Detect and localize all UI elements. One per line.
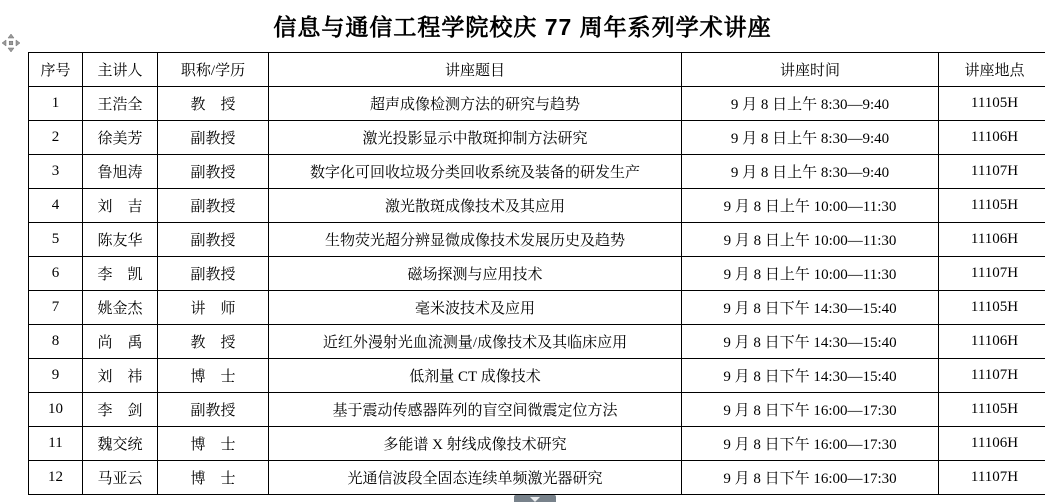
header-cell-location: 讲座地点: [939, 53, 1045, 87]
table-row: [29, 87, 1045, 121]
table-row: [29, 427, 1045, 461]
cell-no: 11: [29, 427, 83, 461]
lecture-schedule-table: [28, 52, 1045, 495]
cell-time: 9 月 8 日上午 10:00—11:30: [682, 223, 939, 257]
cell-title_degree: 副教授: [158, 393, 269, 427]
cell-no: 12: [29, 461, 83, 495]
cell-topic: 激光投影显示中散斑抑制方法研究: [269, 121, 682, 155]
table-row: [29, 291, 1045, 325]
cell-topic: 超声成像检测方法的研究与趋势: [269, 87, 682, 121]
move-arrows-icon: [2, 34, 20, 52]
cell-no: 3: [29, 155, 83, 189]
cell-location: 11107H: [939, 359, 1045, 393]
table-header-row: [29, 53, 1045, 87]
cell-topic: 近红外漫射光血流测量/成像技术及其临床应用: [269, 325, 682, 359]
cell-time: 9 月 8 日下午 16:00—17:30: [682, 427, 939, 461]
scroll-down-handle[interactable]: [514, 495, 556, 502]
cell-speaker: 马亚云: [83, 461, 158, 495]
cell-time: 9 月 8 日上午 8:30—9:40: [682, 155, 939, 189]
cell-speaker: 尚 禹: [83, 325, 158, 359]
table-row: [29, 257, 1045, 291]
cell-location: 11107H: [939, 461, 1045, 495]
cell-location: 11107H: [939, 257, 1045, 291]
page-title: 信息与通信工程学院校庆 77 周年系列学术讲座: [273, 14, 772, 40]
cell-speaker: 李 凯: [83, 257, 158, 291]
table-row: [29, 223, 1045, 257]
cell-speaker: 李 剑: [83, 393, 158, 427]
header-cell-topic: 讲座题目: [269, 53, 682, 87]
header-cell-speaker: 主讲人: [83, 53, 158, 87]
header-cell-no: 序号: [29, 53, 83, 87]
cell-topic: 光通信波段全固态连续单频激光器研究: [269, 461, 682, 495]
cell-topic: 多能谱 X 射线成像技术研究: [269, 427, 682, 461]
cell-location: 11105H: [939, 291, 1045, 325]
cell-no: 1: [29, 87, 83, 121]
cell-time: 9 月 8 日上午 8:30—9:40: [682, 87, 939, 121]
cell-topic: 低剂量 CT 成像技术: [269, 359, 682, 393]
cell-location: 11106H: [939, 223, 1045, 257]
cell-title_degree: 博 士: [158, 461, 269, 495]
cell-no: 9: [29, 359, 83, 393]
table-row: [29, 155, 1045, 189]
header-cell-time: 讲座时间: [682, 53, 939, 87]
cell-title_degree: 博 士: [158, 427, 269, 461]
cell-topic: 磁场探测与应用技术: [269, 257, 682, 291]
cell-time: 9 月 8 日下午 16:00—17:30: [682, 393, 939, 427]
cell-time: 9 月 8 日上午 8:30—9:40: [682, 121, 939, 155]
cell-topic: 毫米波技术及应用: [269, 291, 682, 325]
cell-no: 6: [29, 257, 83, 291]
cell-location: 11106H: [939, 121, 1045, 155]
table-move-handle-icon[interactable]: [2, 34, 20, 52]
table-row: [29, 359, 1045, 393]
cell-title_degree: 副教授: [158, 155, 269, 189]
cell-speaker: 徐美芳: [83, 121, 158, 155]
header-cell-degree: 职称/学历: [158, 53, 269, 87]
cell-title_degree: 副教授: [158, 189, 269, 223]
cell-time: 9 月 8 日下午 14:30—15:40: [682, 291, 939, 325]
cell-speaker: 王浩全: [83, 87, 158, 121]
cell-location: 11105H: [939, 393, 1045, 427]
cell-no: 4: [29, 189, 83, 223]
table-row: [29, 325, 1045, 359]
table-row: [29, 121, 1045, 155]
table-row: [29, 393, 1045, 427]
cell-location: 11105H: [939, 189, 1045, 223]
cell-topic: 基于震动传感器阵列的盲空间微震定位方法: [269, 393, 682, 427]
cell-location: 11106H: [939, 427, 1045, 461]
cell-title_degree: 教 授: [158, 325, 269, 359]
cell-time: 9 月 8 日上午 10:00—11:30: [682, 257, 939, 291]
cell-no: 2: [29, 121, 83, 155]
cell-title_degree: 副教授: [158, 257, 269, 291]
cell-no: 10: [29, 393, 83, 427]
cell-speaker: 陈友华: [83, 223, 158, 257]
cell-title_degree: 讲 师: [158, 291, 269, 325]
cell-title_degree: 副教授: [158, 223, 269, 257]
cell-speaker: 刘 吉: [83, 189, 158, 223]
cell-location: 11105H: [939, 87, 1045, 121]
cell-time: 9 月 8 日下午 14:30—15:40: [682, 359, 939, 393]
cell-location: 11107H: [939, 155, 1045, 189]
cell-location: 11106H: [939, 325, 1045, 359]
table-row: [29, 189, 1045, 223]
cell-topic: 生物荧光超分辨显微成像技术发展历史及趋势: [269, 223, 682, 257]
cell-topic: 数字化可回收垃圾分类回收系统及装备的研发生产: [269, 155, 682, 189]
cell-no: 8: [29, 325, 83, 359]
table-row: [29, 461, 1045, 495]
cell-time: 9 月 8 日下午 16:00—17:30: [682, 461, 939, 495]
cell-speaker: 魏交统: [83, 427, 158, 461]
cell-no: 5: [29, 223, 83, 257]
cell-topic: 激光散斑成像技术及其应用: [269, 189, 682, 223]
cell-title_degree: 教 授: [158, 87, 269, 121]
cell-no: 7: [29, 291, 83, 325]
cell-speaker: 刘 祎: [83, 359, 158, 393]
cell-time: 9 月 8 日上午 10:00—11:30: [682, 189, 939, 223]
cell-speaker: 姚金杰: [83, 291, 158, 325]
cell-title_degree: 博 士: [158, 359, 269, 393]
cell-title_degree: 副教授: [158, 121, 269, 155]
cell-time: 9 月 8 日下午 14:30—15:40: [682, 325, 939, 359]
cell-speaker: 鲁旭涛: [83, 155, 158, 189]
